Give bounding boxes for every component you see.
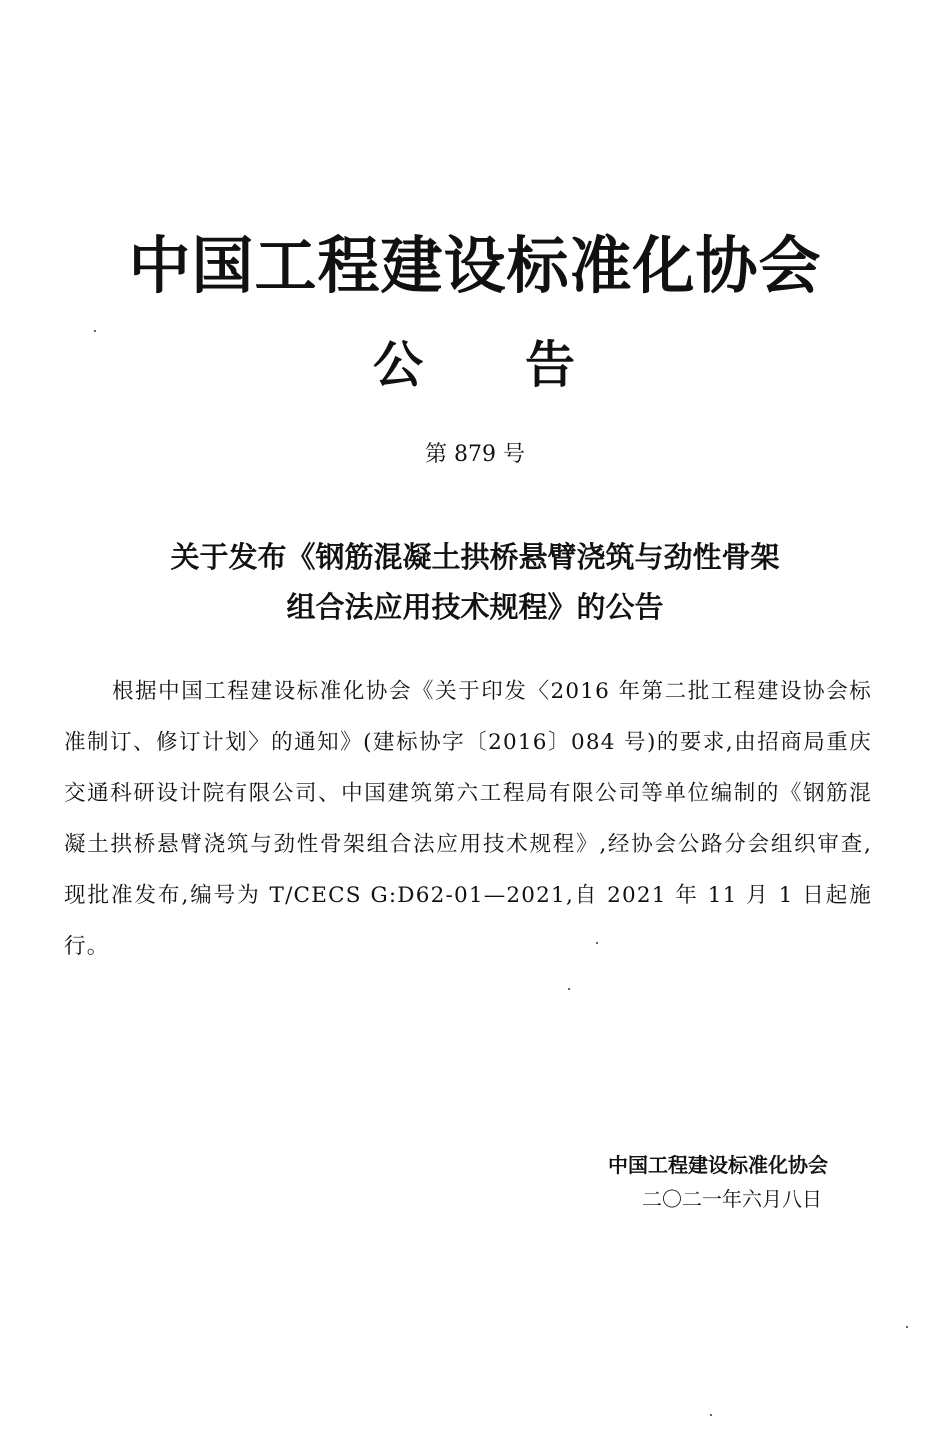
- notice-subject-line-2: 组合法应用技术规程》的公告: [286, 590, 664, 624]
- notice-number: 第 879 号: [425, 442, 525, 467]
- scan-speck: [94, 330, 96, 332]
- notice-heading-char-1: 公: [373, 336, 425, 394]
- notice-subject: [0, 532, 950, 632]
- notice-heading: [0, 330, 950, 400]
- signature-block: [560, 1148, 840, 1216]
- scan-speck: [710, 1414, 712, 1416]
- notice-body-paragraph: 根据中国工程建设标准化协会《关于印发〈2016 年第二批工程建设协会标准制订、修订计划〉的通知》(建标协字〔2016〕084 号)的要求,由招商局重庆交通科研设计院有限公司、中国建筑第六工程局有限公司等单位编制的《钢筋混凝土拱桥悬臂浇筑与劲性骨架组合法应用技术规程》,经协会公路分会组织审查,现批准发布,编号为 T/CECS G:D62-01—2021,自 2021 年 11 月 1 日起施行。: [64, 679, 872, 959]
- signature-date: 二〇二一年六月八日: [642, 1187, 822, 1211]
- notice-heading-char-2: 告: [525, 336, 577, 394]
- issuing-organization-title: 中国工程建设标准化协会: [128, 229, 822, 302]
- signature-organization: 中国工程建设标准化协会: [608, 1153, 828, 1177]
- notice-subject-line-1: 关于发布《钢筋混凝土拱桥悬臂浇筑与劲性骨架: [170, 540, 780, 574]
- scan-speck: [568, 988, 570, 990]
- scan-speck: [906, 1326, 908, 1328]
- scan-speck: [596, 942, 598, 944]
